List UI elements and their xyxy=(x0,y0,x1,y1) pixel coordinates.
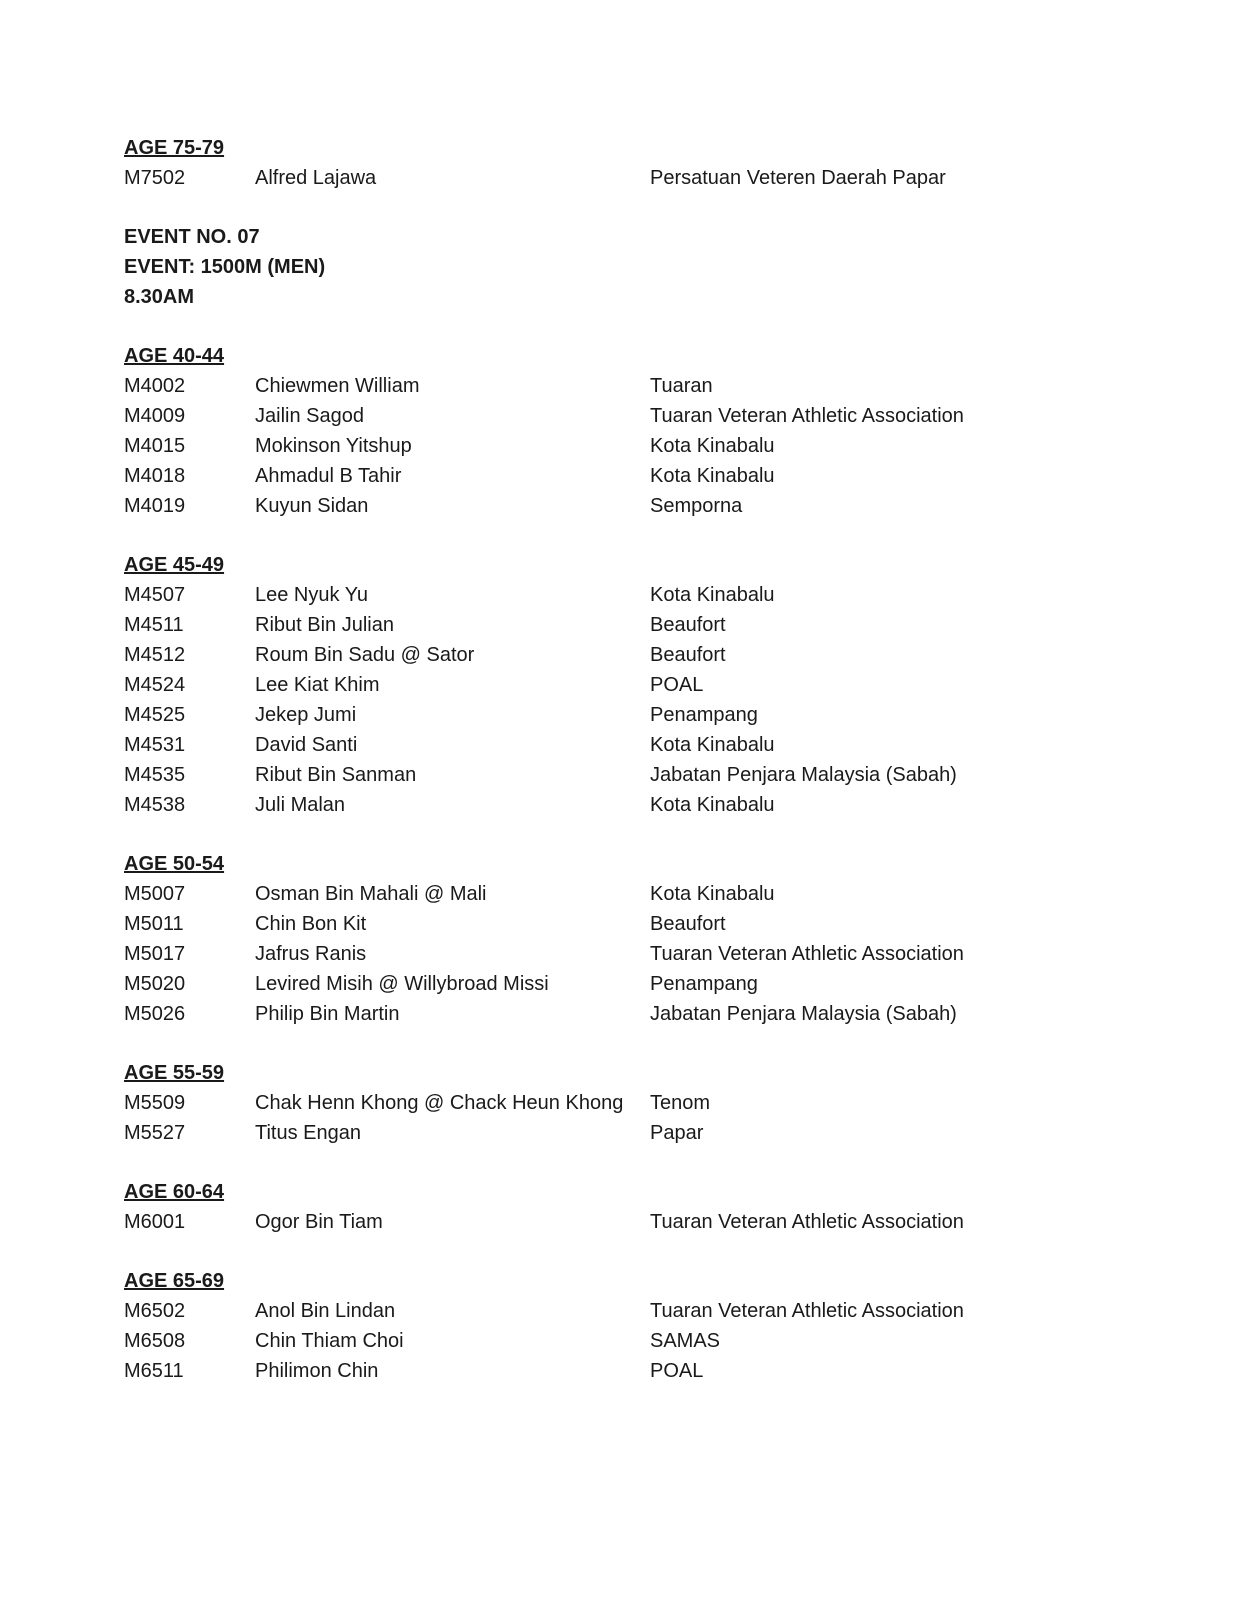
entry-club: Tenom xyxy=(650,1092,711,1114)
document-page xyxy=(124,133,1124,1386)
entry-row xyxy=(124,939,1124,969)
entry-club: Tuaran xyxy=(650,375,713,397)
entry-id: M4507 xyxy=(124,584,186,606)
entry-row xyxy=(124,879,1124,909)
entry-name: Juli Malan xyxy=(255,794,346,816)
entry-row xyxy=(124,371,1124,401)
entry-row xyxy=(124,760,1124,790)
entry-id: M4525 xyxy=(124,704,186,726)
entry-name: Jekep Jumi xyxy=(255,704,357,726)
entry-name: Anol Bin Lindan xyxy=(255,1300,396,1322)
event-name: EVENT: 1500M (MEN) xyxy=(124,256,326,278)
entry-id: M5026 xyxy=(124,1003,186,1025)
age-group-heading: AGE 45-49 xyxy=(124,554,225,576)
entry-club: Kota Kinabalu xyxy=(650,465,775,487)
age-group-heading: AGE 65-69 xyxy=(124,1270,225,1292)
entry-row xyxy=(124,1356,1124,1386)
entry-row xyxy=(124,461,1124,491)
entry-club: Kota Kinabalu xyxy=(650,794,775,816)
entry-row xyxy=(124,790,1124,820)
entry-club: Papar xyxy=(650,1122,704,1144)
entry-row xyxy=(124,700,1124,730)
entry-name: Ribut Bin Julian xyxy=(255,614,394,636)
entry-id: M6511 xyxy=(124,1360,184,1382)
entry-name: Ogor Bin Tiam xyxy=(255,1211,383,1233)
age-group-heading: AGE 60-64 xyxy=(124,1181,225,1203)
entry-name: Lee Kiat Khim xyxy=(255,674,380,696)
entry-id: M5017 xyxy=(124,943,186,965)
entry-name: Kuyun Sidan xyxy=(255,495,369,517)
entry-name: Philip Bin Martin xyxy=(255,1003,400,1025)
event-number: EVENT NO. 07 xyxy=(124,226,260,248)
entry-id: M6508 xyxy=(124,1330,186,1352)
entry-name: Roum Bin Sadu @ Sator xyxy=(255,644,475,666)
entry-id: M5020 xyxy=(124,973,186,995)
entry-row xyxy=(124,580,1124,610)
entry-club: Tuaran Veteran Athletic Association xyxy=(650,1211,964,1233)
entry-row xyxy=(124,163,1124,193)
entry-club: Beaufort xyxy=(650,644,726,666)
entry-club: Kota Kinabalu xyxy=(650,435,775,457)
entry-club: Beaufort xyxy=(650,614,726,636)
entry-name: Chin Thiam Choi xyxy=(255,1330,404,1352)
entry-id: M4511 xyxy=(124,614,184,636)
entry-club: SAMAS xyxy=(650,1330,721,1352)
entry-id: M4524 xyxy=(124,674,186,696)
age-group-heading: AGE 50-54 xyxy=(124,853,225,875)
entry-club: Beaufort xyxy=(650,913,726,935)
entry-row xyxy=(124,640,1124,670)
entry-row xyxy=(124,1326,1124,1356)
entry-name: Mokinson Yitshup xyxy=(255,435,412,457)
entry-name: Alfred Lajawa xyxy=(255,167,377,189)
entry-id: M4018 xyxy=(124,465,186,487)
entry-name: Chin Bon Kit xyxy=(255,913,367,935)
entry-club: Kota Kinabalu xyxy=(650,883,775,905)
entry-name: Chiewmen William xyxy=(255,375,420,397)
entry-name: Titus Engan xyxy=(255,1122,361,1144)
entry-club: Jabatan Penjara Malaysia (Sabah) xyxy=(650,764,957,786)
entry-club: Penampang xyxy=(650,704,758,726)
entry-club: Kota Kinabalu xyxy=(650,584,775,606)
event-time: 8.30AM xyxy=(124,286,195,308)
entry-row xyxy=(124,999,1124,1029)
entry-row xyxy=(124,909,1124,939)
age-group-heading: AGE 75-79 xyxy=(124,137,225,159)
entry-id: M7502 xyxy=(124,167,186,189)
entry-id: M4009 xyxy=(124,405,186,427)
entry-row xyxy=(124,431,1124,461)
entry-id: M5509 xyxy=(124,1092,186,1114)
entry-name: Osman Bin Mahali @ Mali xyxy=(255,883,487,905)
entry-id: M4531 xyxy=(124,734,186,756)
entry-name: David Santi xyxy=(255,734,358,756)
entry-id: M4002 xyxy=(124,375,186,397)
entry-club: Semporna xyxy=(650,495,743,517)
entry-club: POAL xyxy=(650,1360,704,1382)
entry-id: M4015 xyxy=(124,435,186,457)
entry-id: M4512 xyxy=(124,644,186,666)
entry-row xyxy=(124,1088,1124,1118)
entry-row xyxy=(124,1118,1124,1148)
entry-row xyxy=(124,730,1124,760)
entry-club: Tuaran Veteran Athletic Association xyxy=(650,405,964,427)
entry-id: M5007 xyxy=(124,883,186,905)
entry-id: M6502 xyxy=(124,1300,186,1322)
entry-row xyxy=(124,1207,1124,1237)
entry-club: POAL xyxy=(650,674,704,696)
entry-name: Philimon Chin xyxy=(255,1360,379,1382)
entry-name: Ahmadul B Tahir xyxy=(255,465,402,487)
entry-id: M4019 xyxy=(124,495,186,517)
entry-id: M4535 xyxy=(124,764,186,786)
entry-id: M5011 xyxy=(124,913,184,935)
entry-row xyxy=(124,969,1124,999)
entry-id: M4538 xyxy=(124,794,186,816)
entry-club: Tuaran Veteran Athletic Association xyxy=(650,943,964,965)
entry-name: Lee Nyuk Yu xyxy=(255,584,369,606)
entry-row xyxy=(124,1296,1124,1326)
entry-id: M5527 xyxy=(124,1122,186,1144)
entry-name: Chak Henn Khong @ Chack Heun Khong xyxy=(255,1092,624,1114)
entry-row xyxy=(124,610,1124,640)
entry-club: Persatuan Veteren Daerah Papar xyxy=(650,167,946,189)
entry-row xyxy=(124,670,1124,700)
entry-name: Jafrus Ranis xyxy=(255,943,367,965)
entry-id: M6001 xyxy=(124,1211,186,1233)
entry-name: Jailin Sagod xyxy=(255,405,364,427)
entry-club: Kota Kinabalu xyxy=(650,734,775,756)
entry-club: Tuaran Veteran Athletic Association xyxy=(650,1300,964,1322)
entry-club: Penampang xyxy=(650,973,758,995)
entry-row xyxy=(124,401,1124,431)
age-group-heading: AGE 55-59 xyxy=(124,1062,225,1084)
entry-name: Levired Misih @ Willybroad Missi xyxy=(255,973,549,995)
age-group-heading: AGE 40-44 xyxy=(124,345,225,367)
entry-name: Ribut Bin Sanman xyxy=(255,764,417,786)
entry-club: Jabatan Penjara Malaysia (Sabah) xyxy=(650,1003,957,1025)
entry-row xyxy=(124,491,1124,521)
